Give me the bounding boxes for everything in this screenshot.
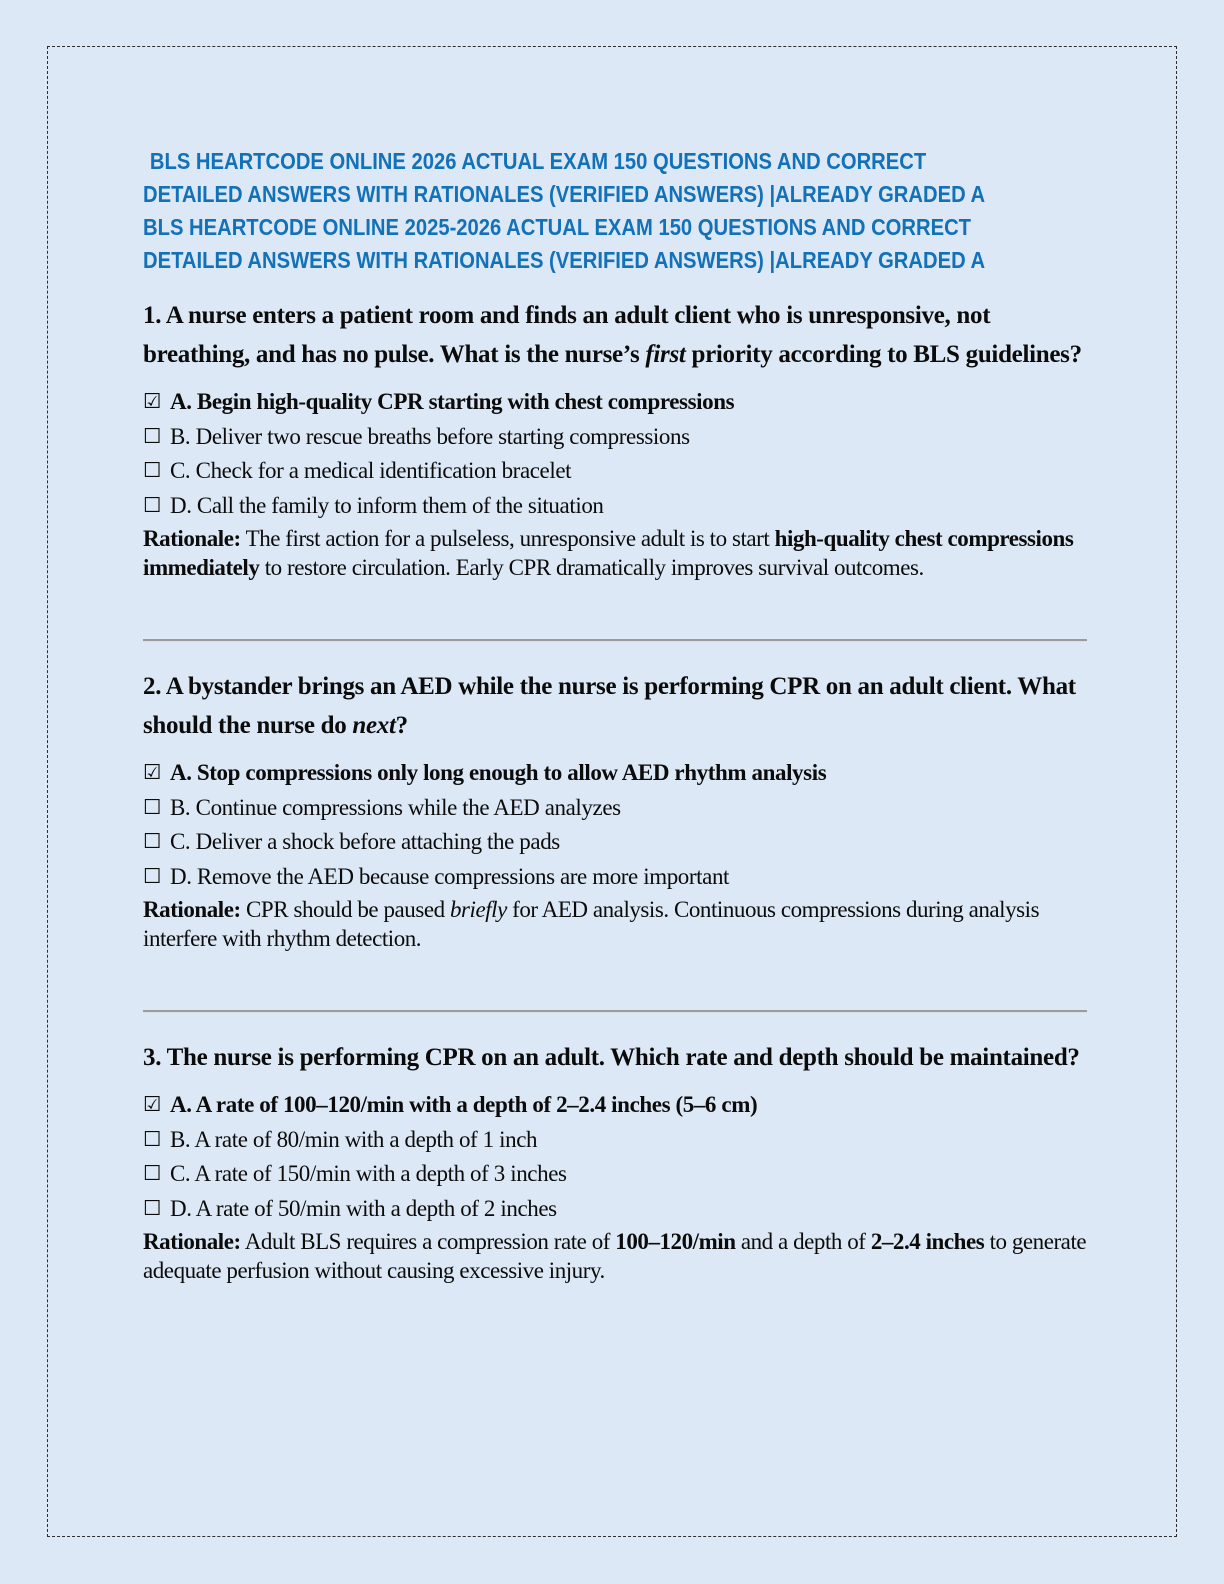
section-divider <box>143 1010 1087 1013</box>
option-label: A. Begin high-quality CPR starting with chest compressions <box>169 389 735 414</box>
question-1-option-a <box>143 385 1087 420</box>
rationale-bold-text: high-quality chest compressions immediately <box>143 526 1074 580</box>
checkbox-unchecked-icon: ☐ <box>143 1161 161 1185</box>
option-label: B. Continue compressions while the AED analyzes <box>169 794 621 820</box>
question-2 <box>143 667 1087 953</box>
question-3-title <box>143 1038 1087 1077</box>
option-label: D. A rate of 50/min with a depth of 2 inches <box>169 1195 557 1221</box>
question-3-option-a <box>143 1088 1087 1123</box>
document-title-line-2: DETAILED ANSWERS WITH RATIONALES (VERIFIED ANSWERS) |ALREADY GRADED A <box>143 181 986 207</box>
question-3 <box>143 1038 1087 1285</box>
document-title <box>143 145 1087 277</box>
question-2-option-a <box>143 756 1087 791</box>
question-2-option-d <box>143 860 1087 895</box>
option-label: C. Deliver a shock before attaching the pads <box>169 829 560 854</box>
question-1-title <box>143 296 1087 374</box>
option-label: A. Stop compressions only long enough to allow AED rhythm analysis <box>169 760 827 785</box>
page-content <box>143 145 1087 1285</box>
checkbox-unchecked-icon: ☐ <box>143 829 161 853</box>
question-3-title-text: 3. The nurse is performing CPR on an adult. Which rate and depth should be maintained? <box>143 1044 1080 1071</box>
question-1 <box>143 296 1087 582</box>
rationale-label: Rationale: <box>143 897 241 922</box>
rationale-text: The first action for a pulseless, unresponsive adult is to start <box>240 526 775 551</box>
rationale-text: Adult BLS requires a compression rate of <box>240 1229 616 1254</box>
rationale-label: Rationale: <box>143 526 241 551</box>
rationale-text: and a depth of <box>735 1229 871 1254</box>
option-label: C. A rate of 150/min with a depth of 3 inches <box>169 1161 567 1186</box>
question-3-option-c <box>143 1157 1087 1192</box>
question-3-option-d <box>143 1192 1087 1227</box>
checkbox-unchecked-icon: ☐ <box>143 1126 161 1151</box>
rationale-text: for AED analysis. Continuous compressions during analysis interfere with rhythm detection. <box>143 897 1040 951</box>
checkbox-unchecked-icon: ☐ <box>143 863 161 888</box>
option-label: D. Call the family to inform them of the situation <box>169 492 604 518</box>
question-1-title-text: 1. A nurse enters a patient room and finds an adult client who is unresponsive, not breathing, and has no pulse. What is the nurse’s <box>143 302 991 368</box>
rationale-italic-text: briefly <box>449 897 507 922</box>
checkbox-unchecked-icon: ☐ <box>143 794 161 819</box>
question-2-title-italic: next <box>352 712 396 739</box>
checkbox-checked-icon: ☑ <box>143 1092 161 1116</box>
rationale-text: CPR should be paused <box>240 897 450 922</box>
document-title-line-3: BLS HEARTCODE ONLINE 2025-2026 ACTUAL EXAM 150 QUESTIONS AND CORRECT <box>143 214 972 240</box>
option-label: C. Check for a medical identification bracelet <box>169 458 572 483</box>
question-1-title-text-end: priority according to BLS guidelines? <box>685 341 1082 368</box>
rationale-bold-text: 2–2.4 inches <box>870 1229 985 1254</box>
question-1-options <box>143 385 1087 523</box>
question-3-rationale <box>143 1227 1087 1285</box>
question-3-option-b <box>143 1123 1087 1158</box>
document-title-line-1: BLS HEARTCODE ONLINE 2026 ACTUAL EXAM 150 QUESTIONS AND CORRECT <box>149 148 927 174</box>
checkbox-unchecked-icon: ☐ <box>143 1195 161 1220</box>
question-2-option-b <box>143 791 1087 826</box>
question-1-option-c <box>143 454 1087 489</box>
question-1-title-italic: first <box>645 341 686 368</box>
checkbox-unchecked-icon: ☐ <box>143 458 161 482</box>
option-label: D. Remove the AED because compressions are more important <box>169 863 730 889</box>
option-label: A. A rate of 100–120/min with a depth of 2–2.4 inches (5–6 cm) <box>169 1092 758 1117</box>
checkbox-unchecked-icon: ☐ <box>143 423 161 448</box>
rationale-text: to restore circulation. Early CPR dramatically improves survival outcomes. <box>259 555 924 580</box>
question-3-options <box>143 1088 1087 1226</box>
section-divider <box>143 639 1087 642</box>
question-2-options <box>143 756 1087 894</box>
question-1-rationale <box>143 524 1087 582</box>
rationale-text: to generate adequate perfusion without causing excessive injury. <box>143 1229 1087 1283</box>
question-1-option-b <box>143 420 1087 455</box>
question-2-option-c <box>143 825 1087 860</box>
question-1-option-d <box>143 489 1087 524</box>
checkbox-checked-icon: ☑ <box>143 760 161 784</box>
checkbox-unchecked-icon: ☐ <box>143 492 161 517</box>
question-2-title <box>143 667 1087 745</box>
question-2-title-text: 2. A bystander brings an AED while the nurse is performing CPR on an adult client. What should the nurse do <box>143 673 1076 739</box>
document-title-line-4: DETAILED ANSWERS WITH RATIONALES (VERIFIED ANSWERS) |ALREADY GRADED A <box>143 247 986 273</box>
option-label: B. A rate of 80/min with a depth of 1 inch <box>169 1126 538 1152</box>
question-2-title-text-end: ? <box>395 712 408 739</box>
rationale-label: Rationale: <box>143 1229 241 1254</box>
question-2-rationale <box>143 895 1087 953</box>
option-label: B. Deliver two rescue breaths before starting compressions <box>169 423 690 449</box>
rationale-bold-text: 100–120/min <box>615 1229 736 1254</box>
checkbox-checked-icon: ☑ <box>143 389 161 413</box>
